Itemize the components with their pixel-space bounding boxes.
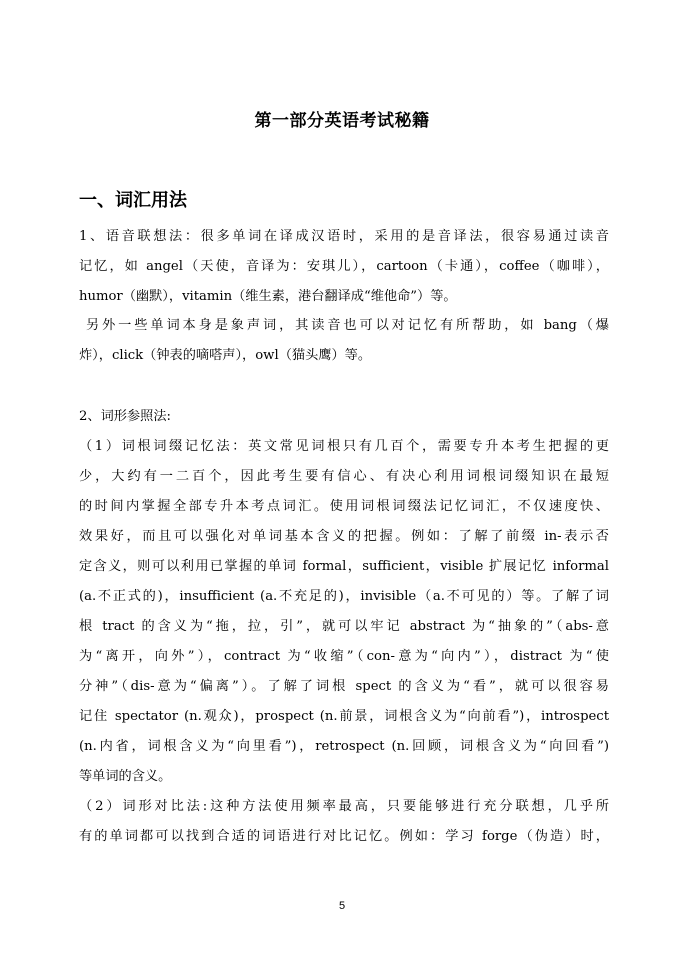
paragraph-line: 的时间内掌握全部专升本考点词汇。使用词根词缀法记忆词汇，不仅速度快、 [79, 499, 609, 514]
paragraph-line: （2）词形对比法:这种方法使用频率最高，只要能够进行充分联想，几乎所 [79, 799, 609, 814]
paragraph-line: 另外一些单词本身是象声词，其读音也可以对记忆有所帮助，如 bang（爆 [86, 318, 609, 333]
paragraph-line: 等单词的含义。 [79, 769, 172, 784]
paragraph-line: (n.内省，词根含义为“向里看”)，retrospect (n.回顾，词根含义为“向回看”) [79, 739, 609, 754]
paragraph-line: 记住 spectator (n.观众)，prospect (n.前景，词根含义为“向前看”)，introspect [79, 709, 609, 724]
paragraph-line: 2、词形参照法: [79, 409, 171, 424]
paragraph-line: 有的单词都可以找到合适的词语进行对比记忆。例如：学习 forge（伪造）时， [79, 829, 609, 844]
paragraph-line: 效果好，而且可以强化对单词基本含义的把握。例如：了解了前缀 in-表示否 [79, 529, 609, 544]
paragraph-line: 少，大约有一二百个，因此考生要有信心、有决心利用词根词缀知识在最短 [79, 469, 609, 484]
paragraph-line: 1、语音联想法：很多单词在译成汉语时，采用的是音译法，很容易通过读音 [79, 229, 609, 244]
paragraph-line: 分神”（dis-意为“偏离”）。了解了词根 spect 的含义为“看”，就可以很容易 [79, 679, 609, 694]
paragraph-line: 根 tract 的含义为“拖，拉，引”，就可以牢记 abstract 为“抽象的”（abs-意 [79, 619, 609, 634]
page-title: 第一部分英语考试秘籍 [254, 111, 430, 131]
paragraph-line: 炸），click（钟表的嘀嗒声），owl（猫头鹰）等。 [79, 348, 372, 363]
paragraph-line: (a.不正式的)，insufficient (a.不充足的)，invisible（a.不可见的）等。了解了词 [79, 589, 609, 604]
paragraph-line: 为“离开，向外”），contract 为“收缩”（con-意为“向内”），distract 为“使 [79, 649, 609, 664]
paragraph-line: humor（幽默），vitamin（维生素，港台翻译成“维他命”）等。 [79, 289, 457, 304]
page-number: 5 [338, 900, 346, 912]
paragraph-line: 定含义，则可以利用已掌握的单词 formal，sufficient，visible 扩展记忆 informal [79, 559, 609, 574]
paragraph-line: （1）词根词缀记忆法：英文常见词根只有几百个，需要专升本考生把握的更 [79, 439, 609, 454]
paragraph-line: 记忆，如 angel（天使，音译为：安琪儿），cartoon（卡通），coffee（咖啡）， [79, 259, 609, 274]
section-heading: 一、词汇用法 [79, 190, 187, 211]
